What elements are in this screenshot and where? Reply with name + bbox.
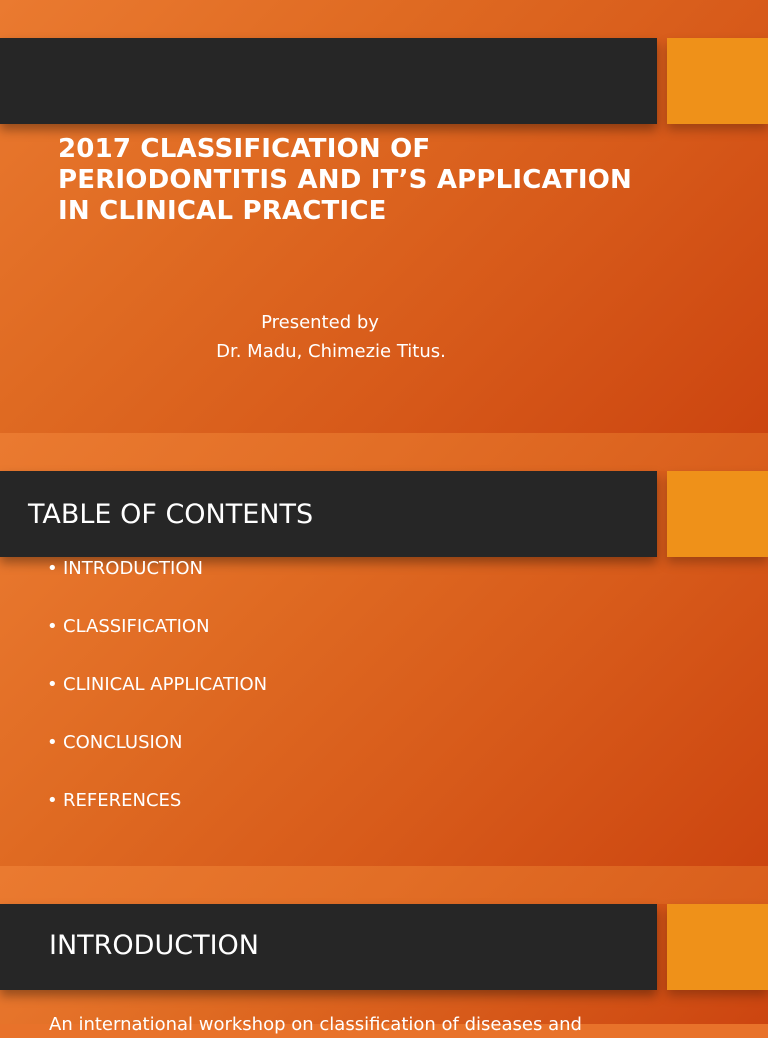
- toc-accent-block: [667, 471, 768, 557]
- toc-item-references: • REFERENCES: [47, 790, 182, 811]
- title-slide-dark-bar: [0, 38, 657, 124]
- bullet-icon: •: [47, 558, 58, 579]
- toc-dark-bar: [0, 471, 657, 557]
- introduction-slide: [0, 904, 768, 1035]
- toc-item-clinical-application: • CLINICAL APPLICATION: [47, 674, 268, 695]
- toc-list: [47, 557, 267, 847]
- bullet-icon: •: [47, 790, 58, 811]
- presented-by-label: Presented by: [261, 312, 379, 333]
- intro-accent-block: [667, 904, 768, 990]
- bullet-icon: •: [47, 732, 58, 753]
- presenter-name: Dr. Madu, Chimezie Titus.: [216, 341, 446, 362]
- toc-item-conclusion: • CONCLUSION: [47, 732, 183, 753]
- intro-body-text: An international workshop on classification of diseases and: [49, 1014, 582, 1035]
- intro-heading: INTRODUCTION: [49, 930, 259, 961]
- intro-dark-bar: [0, 904, 657, 990]
- title-slide: [0, 0, 768, 433]
- bullet-icon: •: [47, 674, 58, 695]
- slide-separator: [0, 433, 768, 471]
- title-slide-accent-block: [667, 38, 768, 124]
- slide-separator: [0, 866, 768, 904]
- presentation-title: 2017 CLASSIFICATION OF PERIODONTITIS AND IT’S APPLICATION IN CLINICAL PRACTICE: [58, 134, 632, 226]
- toc-slide: [0, 471, 768, 866]
- toc-item-introduction: • INTRODUCTION: [47, 558, 203, 579]
- toc-item-classification: • CLASSIFICATION: [47, 616, 210, 637]
- toc-heading: TABLE OF CONTENTS: [28, 499, 314, 530]
- bullet-icon: •: [47, 616, 58, 637]
